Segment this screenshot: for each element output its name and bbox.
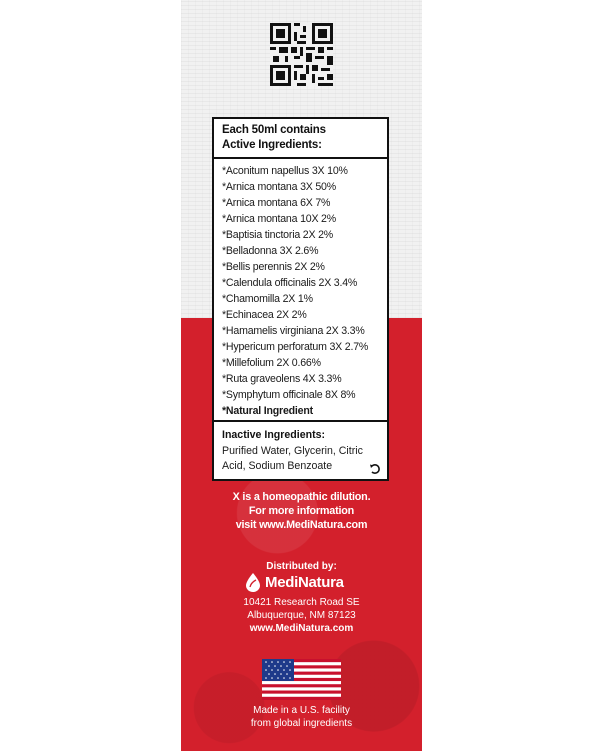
ingredient-item: *Chamomilla 2X 1% bbox=[222, 293, 313, 305]
ingredient-item: *Bellis perennis 2X 2% bbox=[222, 261, 325, 273]
brand-name: MediNatura bbox=[265, 573, 344, 591]
address-line2: Albuquerque, NM 87123 bbox=[247, 610, 356, 621]
ingredient-item: *Arnica montana 6X 7% bbox=[222, 197, 331, 209]
turn-over-arrow-icon bbox=[369, 463, 381, 475]
ingredient-item: *Calendula officinalis 2X 3.4% bbox=[222, 277, 358, 289]
ingredient-item: *Echinacea 2X 2% bbox=[222, 309, 307, 321]
ingredients-panel bbox=[212, 117, 389, 481]
natural-ingredient-note: *Natural Ingredient bbox=[222, 405, 313, 417]
ingredient-item: *Symphytum officinale 8X 8% bbox=[222, 389, 356, 401]
product-box-side-panel bbox=[181, 0, 422, 751]
homeopathic-note-line3: visit www.MediNatura.com bbox=[235, 519, 368, 531]
heading-active-ingredients: Active Ingredients: bbox=[222, 139, 322, 151]
ingredient-item: *Hamamelis virginiana 2X 3.3% bbox=[222, 325, 365, 337]
homeopathic-note-line2: For more information bbox=[248, 505, 355, 517]
made-in-line1: Made in a U.S. facility bbox=[253, 705, 350, 716]
leaf-drop-icon bbox=[245, 572, 261, 592]
heading-each-50ml: Each 50ml contains bbox=[222, 124, 326, 136]
qr-code-icon bbox=[270, 23, 333, 86]
inactive-ingredients-title: Inactive Ingredients: bbox=[222, 429, 326, 441]
address-line1: 10421 Research Road SE bbox=[243, 597, 360, 608]
us-flag-icon bbox=[262, 659, 341, 700]
ingredient-item: *Baptisia tinctoria 2X 2% bbox=[222, 229, 334, 241]
ingredient-item: *Arnica montana 10X 2% bbox=[222, 213, 336, 225]
ingredient-item: *Millefolium 2X 0.66% bbox=[222, 357, 321, 369]
ingredient-item: *Arnica montana 3X 50% bbox=[222, 181, 336, 193]
distributed-by-label: Distributed by: bbox=[266, 561, 337, 572]
distributor-website: www.MediNatura.com bbox=[249, 623, 354, 634]
medinatura-logo bbox=[245, 572, 344, 592]
homeopathic-note-line1: X is a homeopathic dilution. bbox=[232, 491, 371, 503]
inactive-ingredients-value: Purified Water, Glycerin, Citric Acid, Sodium Benzoate bbox=[222, 445, 363, 472]
active-ingredients-list bbox=[214, 157, 387, 422]
panel-header-section bbox=[214, 119, 387, 159]
made-in-line2: from global ingredients bbox=[250, 718, 353, 729]
ingredient-item: *Ruta graveolens 4X 3.3% bbox=[222, 373, 342, 385]
ingredient-item: *Hypericum perforatum 3X 2.7% bbox=[222, 341, 369, 353]
ingredient-item: *Aconitum napellus 3X 10% bbox=[222, 165, 348, 177]
ingredient-item: *Belladonna 3X 2.6% bbox=[222, 245, 319, 257]
inactive-ingredients-section bbox=[214, 421, 387, 481]
